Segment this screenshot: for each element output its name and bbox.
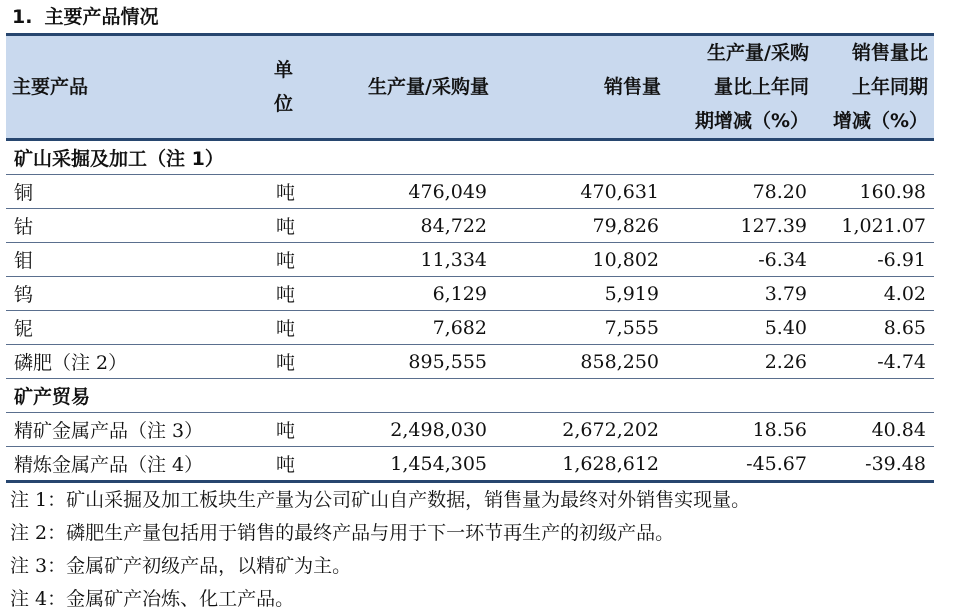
sales-cell: 470,631 [495,175,667,209]
production-change-cell: 18.56 [667,413,815,447]
production-cell: 895,555 [324,345,495,379]
footnote: 注 2：磷肥生产量包括用于销售的最终产品与用于下一环节再生产的初级产品。 [10,522,675,544]
production-cell: 7,682 [324,311,495,345]
production-change-cell: 127.39 [667,209,815,243]
header-line: 销售量比 [851,42,928,64]
header-line: 增减（%） [832,110,928,132]
header-unit [268,35,324,140]
sales-change-cell: 4.02 [815,277,934,311]
production-change-cell: 3.79 [667,277,815,311]
production-change-cell: -6.34 [667,243,815,277]
footnote: 注 3：金属矿产初级产品，以精矿为主。 [10,555,352,577]
sales-change-cell: 40.84 [815,413,934,447]
table-row [6,345,934,379]
header-sales-change [815,35,934,140]
unit-cell: 吨 [268,345,324,379]
production-change-cell: -45.67 [667,447,815,482]
production-cell: 2,498,030 [324,413,495,447]
footnote: 注 1：矿山采掘及加工板块生产量为公司矿山自产数据，销售量为最终对外销售实现量。 [10,489,751,511]
header-product: 主要产品 [6,35,268,140]
header-production-change [667,35,815,140]
sales-cell: 858,250 [495,345,667,379]
table-row [6,243,934,277]
product-name: 钨 [6,277,268,311]
product-name: 铌 [6,311,268,345]
unit-cell: 吨 [268,447,324,482]
table-row [6,277,934,311]
product-name: 磷肥（注 2） [6,345,268,379]
section-row [6,379,934,413]
section-title: 矿产贸易 [6,379,934,413]
heading-number: 1. [12,6,33,28]
sales-cell: 5,919 [495,277,667,311]
unit-cell: 吨 [268,209,324,243]
header-line: 生产量/采购 [707,42,809,64]
section-title: 矿山采掘及加工（注 1） [6,140,934,175]
production-cell: 84,722 [324,209,495,243]
header-unit-line: 位 [274,93,294,115]
product-name: 铜 [6,175,268,209]
production-change-cell: 5.40 [667,311,815,345]
header-line: 上年同期 [851,76,928,98]
production-cell: 476,049 [324,175,495,209]
header-production: 生产量/采购量 [324,35,495,140]
production-cell: 6,129 [324,277,495,311]
product-name: 钴 [6,209,268,243]
sales-change-cell: 8.65 [815,311,934,345]
sales-cell: 1,628,612 [495,447,667,482]
header-sales: 销售量 [495,35,667,140]
product-table [6,33,934,483]
sales-change-cell: 1,021.07 [815,209,934,243]
production-change-cell: 2.26 [667,345,815,379]
unit-cell: 吨 [268,243,324,277]
header-line: 量比上年同 [713,76,809,98]
table-row [6,447,934,482]
sales-change-cell: 160.98 [815,175,934,209]
unit-cell: 吨 [268,311,324,345]
table-row [6,175,934,209]
table-row [6,311,934,345]
product-name: 精炼金属产品（注 4） [6,447,268,482]
unit-cell: 吨 [268,175,324,209]
header-line: 期增减（%） [694,110,809,132]
product-name: 精矿金属产品（注 3） [6,413,268,447]
sales-change-cell: -39.48 [815,447,934,482]
sales-cell: 79,826 [495,209,667,243]
production-change-cell: 78.20 [667,175,815,209]
unit-cell: 吨 [268,277,324,311]
header-unit-line: 单 [274,59,294,81]
section-row [6,140,934,175]
production-cell: 1,454,305 [324,447,495,482]
sales-cell: 7,555 [495,311,667,345]
footnote: 注 4：金属矿产冶炼、化工产品。 [10,588,295,610]
table-row [6,209,934,243]
unit-cell: 吨 [268,413,324,447]
table-header-row [6,35,934,140]
production-cell: 11,334 [324,243,495,277]
sales-cell: 2,672,202 [495,413,667,447]
table-row [6,413,934,447]
sales-change-cell: -6.91 [815,243,934,277]
product-name: 钼 [6,243,268,277]
sales-change-cell: -4.74 [815,345,934,379]
section-heading [12,4,158,30]
footnotes [10,484,750,616]
heading-title: 主要产品情况 [44,6,159,28]
sales-cell: 10,802 [495,243,667,277]
